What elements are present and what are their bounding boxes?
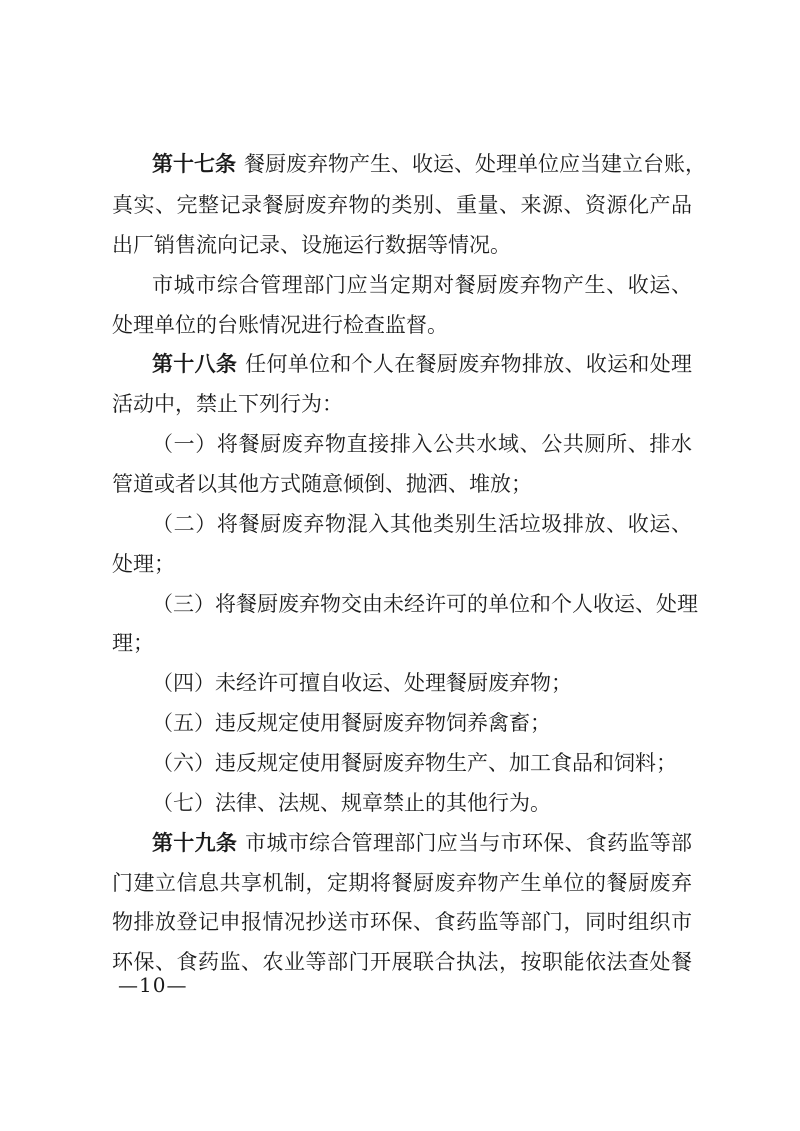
article-17-para2-line-2: 处理单位的台账情况进行检查监督。 (112, 313, 448, 337)
article-18-item-2-line-2: 处理； (112, 552, 175, 576)
article-18-item-5: （五）违反规定使用餐厨废弃物饲养禽畜； (152, 711, 551, 735)
article-19-line-2: 门建立信息共享机制，定期将餐厨废弃物产生单位的餐厨废弃 (112, 871, 692, 895)
article-18-item-3-line-2: 理； (112, 631, 154, 655)
article-18-text: 任何单位和个人在餐厨废弃物排放、收运和处理 (245, 352, 693, 376)
page-number: —10— (118, 973, 188, 997)
article-18-item-1-line-1: （一）将餐厨废弃物直接排入公共水域、公共厕所、排水 (152, 432, 692, 456)
article-18-item-6: （六）违反规定使用餐厨废弃物生产、加工食品和饲料； (152, 751, 677, 775)
article-18-line-1 (152, 349, 692, 379)
article-17-line-2: 真实、完整记录餐厨废弃物的类别、重量、来源、资源化产品 (112, 193, 692, 217)
article-17-label: 第十七条 (152, 151, 236, 176)
article-18-item-1-line-2: 管道或者以其他方式随意倾倒、抛洒、堆放； (112, 472, 532, 496)
article-18-item-3-line-1: （三）将餐厨废弃物交由未经许可的单位和个人收运、处理 (152, 592, 698, 616)
article-17-line-3: 出厂销售流向记录、设施运行数据等情况。 (112, 233, 511, 257)
article-19-line-4: 环保、食药监、农业等部门开展联合执法，按职能依法查处餐 (112, 950, 692, 974)
article-18-item-7: （七）法律、法规、规章禁止的其他行为。 (152, 791, 551, 815)
article-19-line-1 (152, 828, 692, 858)
article-18-label: 第十八条 (152, 351, 238, 376)
article-18-line-2: 活动中，禁止下列行为： (112, 392, 343, 416)
article-17-para2-line-1: 市城市综合管理部门应当定期对餐厨废弃物产生、收运、 (152, 273, 692, 297)
article-18-item-4: （四）未经许可擅自收运、处理餐厨废弃物； (152, 671, 572, 695)
article-19-line-3: 物排放登记申报情况抄送市环保、食药监等部门，同时组织市 (112, 910, 692, 934)
article-17-line-1 (152, 149, 706, 179)
article-19-label: 第十九条 (152, 830, 238, 855)
article-19-text: 市城市综合管理部门应当与市环保、食药监等部 (245, 831, 693, 855)
article-18-item-2-line-1: （二）将餐厨废弃物混入其他类别生活垃圾排放、收运、 (152, 512, 692, 536)
article-17-text: 餐厨废弃物产生、收运、处理单位应当建立台账， (244, 152, 706, 176)
